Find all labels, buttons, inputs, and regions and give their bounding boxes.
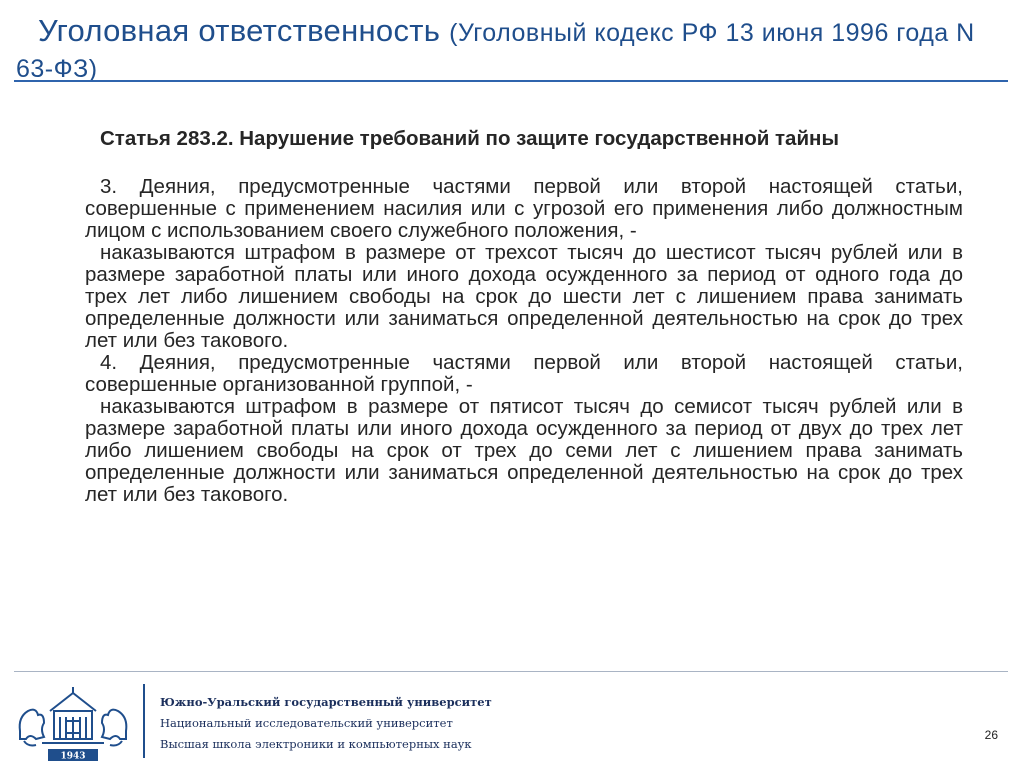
slide-title — [16, 14, 1006, 86]
school-name: Высшая школа электроники и компьютерных наук — [160, 737, 472, 751]
article-paragraph: 4. Деяния, предусмотренные частями первой или второй настоящей статьи, совершенные организованной группой, - — [85, 351, 963, 396]
page-number: 26 — [984, 728, 998, 742]
footer-divider — [14, 671, 1008, 672]
article-heading: Статья 283.2. Нарушение требований по защите государственной тайны — [100, 127, 839, 150]
article-paragraph: 3. Деяния, предусмотренные частями первой или второй настоящей статьи, совершенные с применением насилия или с угрозой его применения либо должностным лицом с использованием своего служебного положения, - — [85, 175, 963, 242]
logo-year: 1943 — [60, 751, 86, 762]
title-divider — [14, 80, 1008, 82]
university-crest-icon — [14, 683, 132, 763]
slide-title-main: Уголовная ответственность — [38, 13, 441, 48]
footer-university-info — [160, 692, 492, 755]
university-name: Южно-Уральский государственный университет — [160, 695, 492, 709]
article-body — [85, 128, 963, 506]
article-paragraph: наказываются штрафом в размере от трехсот тысяч до шестисот тысяч рублей или в размере заработной платы или иного дохода осужденного за период от одного года до трех лет либо лишением свободы на срок до шести лет с лишением права занимать определенные должности или заниматься определенной деятельностью на срок до трех лет или без такового. — [85, 241, 963, 352]
university-status: Национальный исследовательский университет — [160, 716, 453, 730]
article-paragraph: наказываются штрафом в размере от пятисот тысяч до семисот тысяч рублей или в размере заработной платы или иного дохода осужденного за период от двух до трех лет либо лишением свободы на срок от трех до семи лет с лишением права занимать определенные должности или заниматься определенной деятельностью на срок до трех лет или без такового. — [85, 395, 963, 506]
slide-title-source: (Уголовный кодекс РФ 13 июня 1996 года N 63-ФЗ) — [16, 19, 975, 83]
footer-vertical-divider — [143, 684, 145, 758]
